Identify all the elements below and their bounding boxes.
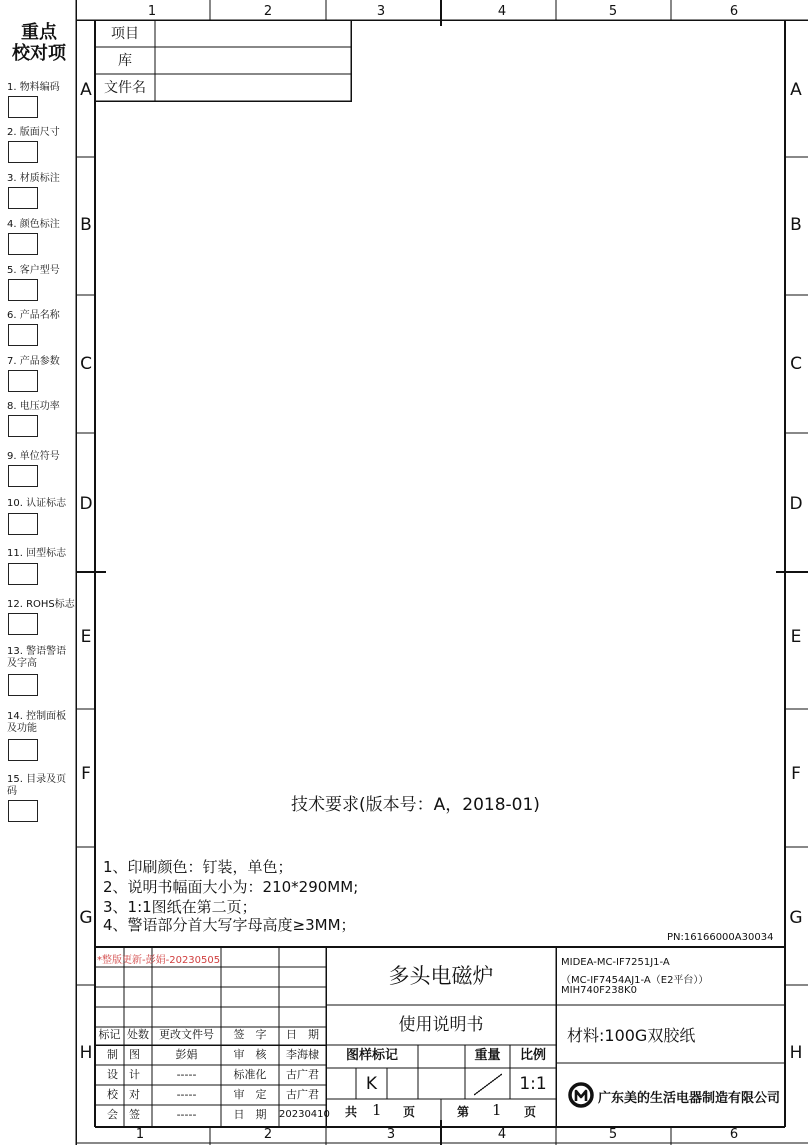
midea-logo-icon (567, 1080, 597, 1110)
role-label: 会 签 (107, 1108, 140, 1121)
row-letter-right: C (790, 354, 802, 374)
part-number: PN:16166000A30034 (667, 932, 774, 943)
column-number: 6 (729, 4, 739, 19)
checklist-title (4, 22, 74, 64)
revision-note: *整版更新-彭娟-20230505 (97, 955, 221, 966)
weight-label: 重量 (474, 1048, 501, 1063)
header-signature: 签 字 (233, 1028, 267, 1041)
checklist-label: 11. 回型标志 (7, 548, 67, 559)
person-name: 古广君 (286, 1068, 319, 1081)
column-number-bottom: 4 (497, 1127, 507, 1142)
tech-title: 技术要求(版本号：A，2018-01) (291, 795, 540, 815)
person-name: 彭娟 (175, 1048, 198, 1061)
person-name: ----- (176, 1108, 197, 1121)
column-number: 4 (497, 4, 507, 19)
row-letter: C (80, 354, 92, 374)
column-number-bottom: 3 (386, 1127, 396, 1142)
column-number: 1 (147, 4, 157, 19)
page-label2: 页 (524, 1105, 537, 1119)
checklist-label: 9. 单位符号 (7, 451, 60, 462)
person-name: 古广君 (286, 1088, 319, 1101)
role-label: 审 定 (233, 1088, 267, 1101)
checklist-label: 15. 目录及页码 (7, 774, 67, 797)
role-label: 校 对 (107, 1088, 140, 1101)
row-letter-right: H (789, 1043, 803, 1063)
row-letter: G (79, 908, 93, 928)
row-letter-right: E (790, 627, 802, 647)
checklist-label: 10. 认证标志 (7, 498, 67, 509)
material-spec: 材料:100G双胶纸 (567, 1026, 696, 1045)
tech-line: 2、说明书幅面大小为：210*290MM; (103, 878, 359, 896)
filename-label: 文件名 (104, 80, 146, 96)
checklist-checkbox[interactable] (8, 800, 38, 822)
checklist-checkbox[interactable] (8, 415, 38, 437)
checklist-label: 2. 版面尺寸 (7, 127, 60, 138)
checklist-label: 13. 警语警语及字高 (7, 646, 67, 669)
checklist-checkbox[interactable] (8, 563, 38, 585)
row-letter-right: F (791, 764, 801, 784)
checklist-label: 14. 控制面板及功能 (7, 711, 67, 734)
column-number: 3 (376, 4, 386, 19)
checklist-checkbox[interactable] (8, 370, 38, 392)
current-label: 第 (457, 1105, 470, 1119)
library-label: 库 (118, 53, 132, 69)
header-count: 处数 (127, 1028, 149, 1041)
checklist-checkbox[interactable] (8, 96, 38, 118)
checklist-checkbox[interactable] (8, 279, 38, 301)
page-label: 页 (403, 1105, 416, 1119)
checklist-checkbox[interactable] (8, 233, 38, 255)
checklist-checkbox[interactable] (8, 739, 38, 761)
row-letter: D (79, 494, 93, 514)
checklist-label: 5. 客户型号 (7, 265, 60, 276)
row-letter-right: B (790, 215, 802, 235)
role-label: 标准化 (233, 1068, 267, 1081)
row-letter: F (81, 764, 91, 784)
total-label: 共 (345, 1105, 358, 1119)
project-label: 项目 (111, 26, 139, 42)
checklist-checkbox[interactable] (8, 613, 38, 635)
person-name: 李海棣 (286, 1048, 319, 1061)
checklist-checkbox[interactable] (8, 674, 38, 696)
header-change-doc: 更改文件号 (159, 1028, 214, 1041)
person-name: ----- (176, 1088, 197, 1101)
column-number: 5 (608, 4, 618, 19)
header-date: 日 期 (286, 1028, 319, 1041)
checklist-title-line1: 重点 (21, 22, 57, 43)
tech-line: 1、印刷颜色：钉装，单色； (103, 858, 293, 876)
row-letter: E (80, 627, 92, 647)
checklist-label: 6. 产品名称 (7, 310, 60, 321)
person-name: ----- (176, 1068, 197, 1081)
role-label: 制 图 (107, 1048, 140, 1061)
role-label: 审 核 (233, 1048, 267, 1061)
current-page: 1 (492, 1101, 502, 1119)
checklist-title-line2: 校对项 (12, 43, 66, 64)
checklist-checkbox[interactable] (8, 141, 38, 163)
checklist-checkbox[interactable] (8, 324, 38, 346)
header-mark: 标记 (98, 1028, 121, 1041)
total-pages: 1 (372, 1101, 382, 1119)
column-number-bottom: 1 (135, 1127, 145, 1142)
role-label: 日 期 (233, 1108, 267, 1121)
row-letter: H (79, 1043, 93, 1063)
checklist-label: 3. 材质标注 (7, 173, 60, 184)
checklist-label: 8. 电压功率 (7, 401, 60, 412)
document-name: 使用说明书 (398, 1015, 484, 1035)
column-number: 2 (263, 4, 273, 19)
checklist-checkbox[interactable] (8, 513, 38, 535)
checklist-checkbox[interactable] (8, 465, 38, 487)
checklist-label: 1. 物料编码 (7, 82, 60, 93)
model-line: MIDEA-MC-IF7251J1-A (561, 957, 670, 968)
product-name: 多头电磁炉 (388, 964, 494, 988)
row-letter-right: D (789, 494, 803, 514)
row-letter: B (80, 215, 92, 235)
scale-value: 1:1 (519, 1074, 547, 1094)
checklist-checkbox[interactable] (8, 187, 38, 209)
checklist-label: 4. 颜色标注 (7, 219, 60, 230)
row-letter: A (80, 80, 92, 100)
column-number-bottom: 2 (263, 1127, 273, 1142)
role-label: 设 计 (107, 1068, 140, 1081)
figure-mark-label: 图样标记 (345, 1048, 398, 1063)
sign-date: 20230410 (279, 1109, 330, 1120)
model-line: MIH740F238K0 (561, 985, 637, 996)
column-number-bottom: 5 (608, 1127, 618, 1142)
row-letter-right: A (790, 80, 802, 100)
tech-line: 3、1:1图纸在第二页； (103, 898, 257, 916)
company-name: 广东美的生活电器制造有限公司 (598, 1091, 781, 1106)
checklist-label: 12. ROHS标志 (7, 599, 75, 610)
scale-label: 比例 (519, 1048, 546, 1063)
model-line: （MC-IF7454AJ1-A（E2平台）） (561, 975, 709, 986)
row-letter-right: G (789, 908, 803, 928)
column-number-bottom: 6 (729, 1127, 739, 1142)
tech-line: 4、警语部分首大写字母高度≥3MM； (103, 916, 356, 934)
checklist-label: 7. 产品参数 (7, 356, 60, 367)
figure-mark-value: K (365, 1074, 378, 1094)
